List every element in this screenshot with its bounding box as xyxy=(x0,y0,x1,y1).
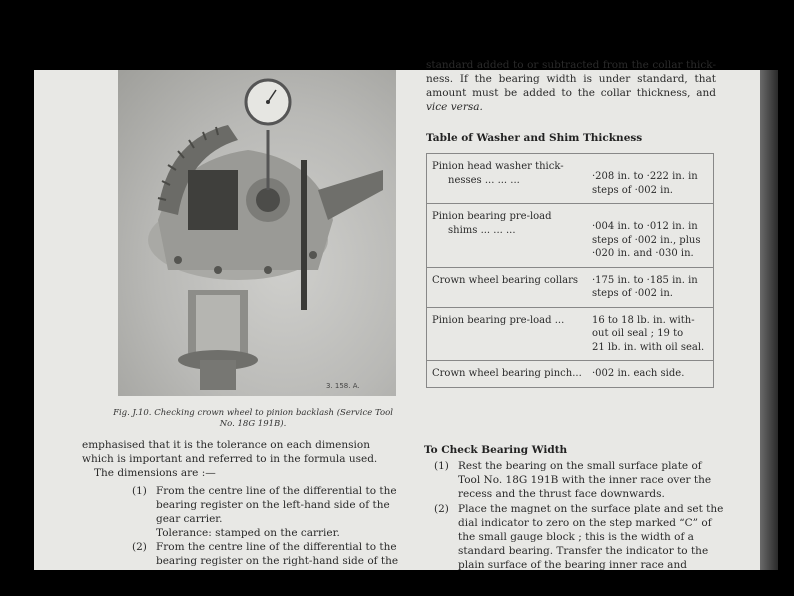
caption-line: No. 18G 191B). xyxy=(219,419,287,429)
text-line: bearing register on the left-hand side of the xyxy=(156,499,390,511)
cell-line: shims ... ... ... xyxy=(448,224,516,236)
text-line: Rest the bearing on the small surface plate of xyxy=(458,460,702,472)
figure-caption xyxy=(108,408,398,430)
text-line: Place the magnet on the surface plate and set the xyxy=(458,503,724,515)
page-edge-shadow xyxy=(760,70,778,570)
text-line: ness. If the bearing width is under standard, that xyxy=(426,73,716,85)
list-item xyxy=(132,484,412,544)
text-line: vice versa. xyxy=(426,101,483,113)
cell-line: ·004 in. to ·012 in. in xyxy=(592,221,698,232)
section-heading: To Check Bearing Width xyxy=(424,444,568,456)
cell-line: Crown wheel bearing pinch... xyxy=(432,368,582,379)
text-line: From the centre line of the differential to the xyxy=(156,541,397,553)
text-line: emphasised that it is the tolerance on each dimension xyxy=(82,439,370,451)
row-label xyxy=(427,361,588,388)
table-row xyxy=(427,361,714,388)
text-line: bearing register on the right-hand side of the xyxy=(156,555,399,567)
cell-line: Pinion bearing pre-load ... xyxy=(432,314,565,326)
list-item xyxy=(132,540,412,570)
row-value xyxy=(587,204,714,268)
caption-line: Fig. J.10. Checking crown wheel to pinion backlash (Service Tool xyxy=(113,408,393,418)
cell-line: ·208 in. to ·222 in. in xyxy=(592,171,698,182)
row-value xyxy=(587,154,714,204)
cell-line: 16 to 18 lb. in. with- xyxy=(592,314,695,326)
cell-line: ·002 in. each side. xyxy=(592,368,685,379)
table-row xyxy=(427,154,714,204)
manual-page xyxy=(34,59,760,571)
left-paragraph xyxy=(82,438,394,480)
figure-reference: 3. 158. A. xyxy=(326,382,360,390)
table-row xyxy=(427,267,714,307)
item-number: (1) xyxy=(132,485,147,497)
row-value xyxy=(587,267,714,307)
text-line: The dimensions are :— xyxy=(94,467,216,479)
row-label xyxy=(427,204,588,268)
shim-thickness-table xyxy=(426,153,714,388)
text-line: standard bearing. Transfer the indicator to the xyxy=(458,545,709,557)
cell-line: 21 lb. in. with oil seal. xyxy=(592,341,705,353)
cell-line: steps of ·002 in., plus xyxy=(592,234,701,246)
cell-line: nesses ... ... ... xyxy=(448,174,520,186)
right-paragraph xyxy=(426,58,716,114)
cell-line: out oil seal ; 19 to xyxy=(592,328,684,339)
cell-line: steps of ·002 in. xyxy=(592,184,673,196)
row-label xyxy=(427,267,588,307)
text-line: gear carrier. xyxy=(156,513,223,525)
differential-illustration xyxy=(118,70,396,396)
cell-line: Pinion bearing pre-load xyxy=(432,211,552,222)
row-label xyxy=(427,307,588,361)
figure-photo xyxy=(118,70,396,396)
item-number: (1) xyxy=(434,460,449,472)
item-number: (2) xyxy=(132,541,147,553)
text-line: which is important and referred to in the formula used. xyxy=(82,453,378,465)
list-item xyxy=(434,459,734,504)
text-line: amount must be added to the collar thickness, and xyxy=(426,87,716,99)
row-value xyxy=(587,307,714,361)
cell-line: Pinion head washer thick- xyxy=(432,161,564,172)
cell-line: ·020 in. and ·030 in. xyxy=(592,248,694,259)
cell-line: ·175 in. to ·185 in. in xyxy=(592,274,698,286)
cell-line: steps of ·002 in. xyxy=(592,288,673,299)
text-line: standard added to or subtracted from the collar thick- xyxy=(426,59,716,71)
text-line: plain surface of the bearing inner race and xyxy=(458,559,687,571)
text-line: the small gauge block ; this is the width of a xyxy=(458,531,694,543)
cell-line: Crown wheel bearing collars xyxy=(432,274,579,286)
text-line: From the centre line of the differential to the xyxy=(156,485,397,497)
text-line: dial indicator to zero on the step marked “C” of xyxy=(458,517,712,529)
table-row xyxy=(427,307,714,361)
list-item xyxy=(434,502,734,572)
text-line: recess and the thrust face downwards. xyxy=(458,488,665,500)
text-line: Tool No. 18G 191B with the inner race over the xyxy=(458,474,712,486)
item-number: (2) xyxy=(434,503,449,515)
row-label xyxy=(427,154,588,204)
table-title: Table of Washer and Shim Thickness xyxy=(426,132,643,144)
row-value xyxy=(587,361,714,388)
table-row xyxy=(427,204,714,268)
text-line: Tolerance: stamped on the carrier. xyxy=(156,527,340,539)
